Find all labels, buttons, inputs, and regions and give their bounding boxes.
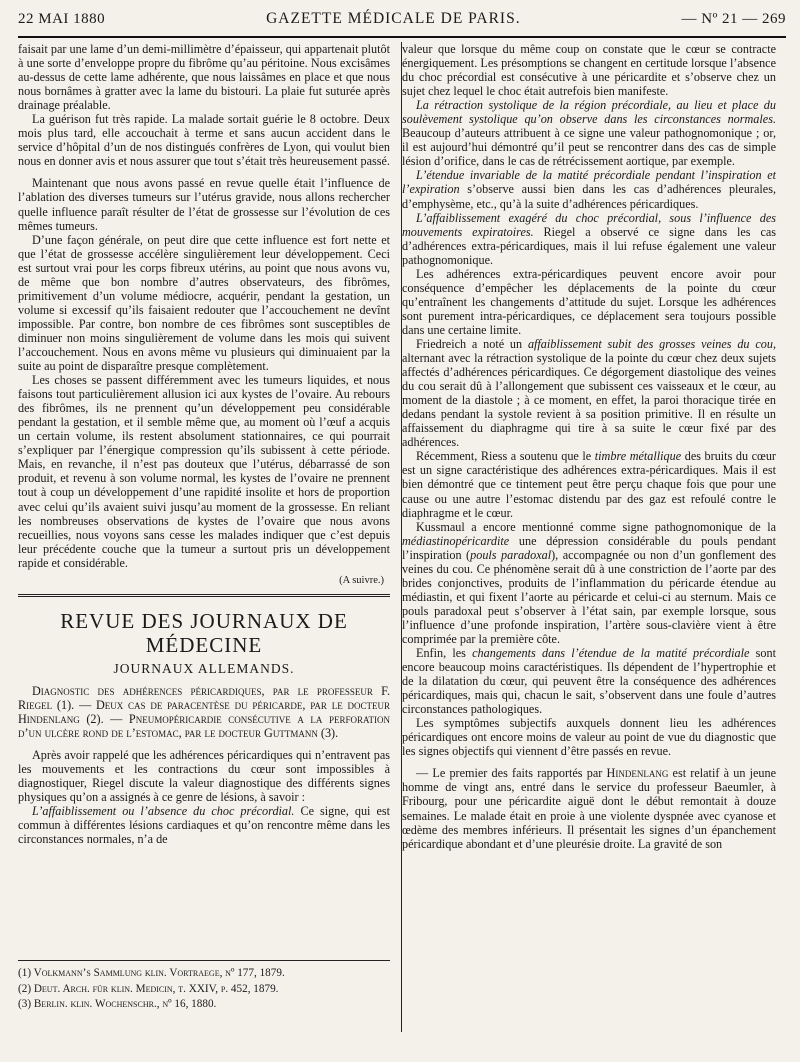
paragraph: Les symptômes subjectifs auxquels donnent lieu les adhérences péricardiques ont encore moins de valeur au point de vue du diagnostic que les signes objectifs qui viennent d’être passés en revue.	[402, 716, 776, 759]
text: Beaucoup d’auteurs attribuent à ce signe une valeur pathognomonique ; or, il est aujourd’hui démontré qu’il peut se rencontrer dans des cas de simple lésion d’orifice, dans le cas de rétrécissement aortique, par exemple.	[402, 126, 776, 169]
continued-note: (A suivre.)	[339, 574, 384, 586]
paragraph: La guérison fut très rapide. La malade sortait guérie le 8 octobre. Deux mois plus tard, elle accouchait à terme et sans aucun accident dans le service d’hôpital d’un de nos distingués confrères de Lyon, qui voulut bien nous en donner avis et nous assurer que tout s’était très heureusement passé.	[18, 112, 390, 169]
footnote: (1) Volkmann’s Sammlung klin. Vortraege, nº 177, 1879.	[18, 967, 285, 979]
paragraph: D’une façon générale, on peut dire que cette influence est fort nette et que l’état de grossesse accélère singulièrement leur développement. Ceci est surtout vrai pour les corps fibreux utérins, au point que nous avons vu, de même que bon nombre d’autres observateurs, des fibrômes, primitivement d’un volume médiocre, acquérir, pendant la gestation, un volume si excessif qu’ils faisaient redouter que l’accouchement ne devînt impossible. Par contre, bon nombre de ces fibrômes sont susceptibles de diminuer non moins singulièrement de volume dans les mois qui suivent l’accouchement. Nous en avons même vu plusieurs qui diminuaient par la suite au point de disparaître presque complètement.	[18, 232, 390, 374]
text: est relatif à un jeune homme de vingt ans, entré dans le service du professeur Baeumler, à Fribourg, pour une péricardite aiguë dont le début remontait à douze semaines. Le malade était en proie à une violente dyspnée avec cyanose et œdème des membres inférieurs. Il présentait les signes d’un épanchement péricardique abondant et d’une pleurésie droite. La gravité de son	[402, 766, 776, 851]
author-name: Hindenlang	[606, 766, 669, 781]
left-column	[18, 42, 390, 1032]
italic-text: L’affaiblissement ou l’absence du choc précordial.	[32, 804, 295, 819]
journal-title: GAZETTE MÉDICALE DE PARIS.	[266, 10, 521, 27]
paragraph	[402, 449, 776, 519]
paragraph: valeur que lorsque du même coup on constate que le cœur se contracte énergiquement. Les présomptions se changent en certitude lorsque l’absence du choc précordial est consécutive à une péricardite et s’observe chez un sujet chez lequel le choc était autrefois bien manifeste.	[402, 42, 776, 99]
text: Enfin, les	[416, 646, 473, 661]
italic-text: La rétraction systolique de la région précordiale, au lieu et place du soulèvement systolique qu’on observe dans les circonstances normales.	[402, 98, 776, 127]
footnote: (2) Deut. Arch. für klin. Medicin, t. XXIV, p. 452, 1879.	[18, 982, 279, 995]
paragraph: Après avoir rappelé que les adhérences péricardiques qui n’entravent pas les mouvements et les contractions du cœur sont impossibles à diagnostiquer, Riegel discute la valeur diagnostique des différents signes physiques qu’on a assignés à ce genre de lésions, à savoir :	[18, 748, 390, 805]
italic-text: affaiblissement subit des grosses veines du cou,	[527, 336, 776, 351]
page-header	[18, 10, 786, 32]
header-page-number: — Nº 21 — 269	[681, 11, 786, 27]
text: Riegel a observé ce signe dans les cas d’adhérences extra-péricardiques, mais il lui refuse également une valeur pathognomonique.	[402, 224, 776, 267]
paragraph	[18, 804, 390, 846]
paragraph	[402, 337, 776, 449]
article-heading: Diagnostic des adhérences péricardiques, par le professeur F. Riegel (1). — Deux cas de paracentèse du péricarde, par le docteur Hindenlang (2). — Pneumopéricardie consécutive a la perforation d’un ulcère rond de l’estomac, par le docteur Guttmann (3).	[18, 683, 390, 740]
paragraph	[402, 766, 776, 850]
text: Friedreich a noté un	[416, 336, 528, 351]
paragraph: faisait par une lame d’un demi-millimètre d’épaisseur, qui appartenait plutôt à une sorte d’enveloppe propre du fibrôme qu’au péritoine. Nous excisâmes au-dessus de cette lame adhérente, que nous laissâmes en place et que nous nous bornâmes à gratter avec la lame du bistouri. La plaie fut suturée après drainage préalable.	[18, 42, 390, 113]
text: Récemment, Riess a soutenu que le	[416, 449, 595, 464]
italic-text: pouls paradoxal	[470, 547, 552, 562]
paragraph	[402, 168, 776, 210]
footnotes	[18, 960, 390, 1014]
right-column	[402, 42, 776, 1032]
italic-text: changements dans l’étendue de la matité précordiale	[472, 646, 750, 661]
italic-text: L’affaiblissement exagéré du choc précordial, sous l’influence des mouvements expiratoires.	[402, 210, 776, 239]
text: s’observe aussi bien dans les cas d’adhérences pleurales, d’emphysème, etc., qu’à la suite d’adhérences péricardiques.	[402, 182, 776, 211]
italic-text: L’étendue invariable de la matité précordiale pendant l’inspiration et l’expiration	[402, 168, 776, 197]
text: sont encore beaucoup moins caractéristiques. Ils dépendent de l’hypertrophie et de la dilatation du cœur, qui peuvent être la conséquence des adhérences péricardiques, mais qui, chacun le sait, s’observent dans une foule d’autres circonstances pathologiques.	[402, 646, 776, 717]
paragraph	[402, 211, 776, 267]
section-title: REVUE DES JOURNAUX DE MÉDECINE	[60, 608, 348, 657]
text: une dépression considérable du pouls pendant l’inspiration (	[402, 533, 776, 562]
italic-text: timbre métallique	[594, 449, 682, 464]
text: alternant avec la rétraction systolique de la pointe du cœur chez deux sujets affectés d’adhérences péricardiques. Ce dégorgement diastolique des veines du cou serait dû à l’allongement que subissent ces vaisseaux et le cœur, au moment de la diastole ; à ce moment, en effet, la paroi thoracique tirée en dedans pendant la systole revient à sa position primitive. Il en résulte un affaissement du diaphragme qui tire à sa suite le cœur fixé par des adhérences.	[402, 351, 776, 450]
header-rule	[18, 36, 786, 38]
text: des bruits du cœur est un signe caractéristique des adhérences extra-péricardiques. Mais il est bien démontré que ce tintement peut être perçu chaque fois que pour une cause ou une autre l’estomac distendu par des gaz est refoulé contre le diaphragme et le cœur.	[402, 449, 776, 520]
footnote: (3) Berlin. klin. Wochenschr., nº 16, 1880.	[18, 998, 217, 1010]
column-divider	[401, 42, 402, 1032]
footnote-rule	[18, 960, 390, 961]
italic-text: médiastinopéricardite	[402, 533, 510, 548]
header-date: 22 MAI 1880	[18, 11, 106, 27]
section-rule	[18, 594, 390, 599]
text: Kussmaul a encore mentionné comme signe pathognomonique de la	[416, 519, 776, 534]
paragraph	[402, 646, 776, 716]
paragraph	[402, 520, 776, 646]
paragraph: Maintenant que nous avons passé en revue quelle était l’influence de l’ablation des diverses tumeurs sur l’utérus gravide, nous allons rechercher quelle influence paraît résulter de l’état de grossesse sur l’évolution de ces mêmes tumeurs.	[18, 176, 390, 233]
text: ), accompagnée ou non d’un gonflement des veines du cou. Ce phénomène serait dû à une constriction de l’aorte par des brides conjonctives, produits de l’inflammation du péricarde étendue au médiastin, et qui fixent l’aorte au péricarde et celui-ci au sternum. Mais ce pouls paradoxal peut s’observer à l’état sain, par exemple lorsque, sous l’influence d’une profonde inspiration, l’artère sous-clavière vient à être comprimée par la première côte.	[402, 547, 776, 646]
section-subtitle: JOURNAUX ALLEMANDS.	[113, 660, 295, 676]
paragraph: Les choses se passent différemment avec les tumeurs liquides, et nous faisons tout particulièrement allusion ici aux kystes de l’ovaire. Au rebours des fibrômes, ils ne prennent qu’un développement peu considérable pendant la gestation, et il semble même que, au moment où l’œuf a acquis un certain volume, ils restent absolument stationnaires, ce qui pourrait s’expliquer par l’énergique compression qu’ils subissent à cette période. Mais, en revanche, il n’est pas douteux que l’utérus, débarrassé de son produit, et revenu à son volume normal, les kystes de l’ovaire ne prennent tout à coup un développement d’une rapidité insolite et hors de proportion avec celui qu’ils avaient suivi jusqu’au moment de la grossesse. En reliant les nombreuses observations de kystes de l’ovaire que nous avons recueillies, nous voyons sans cesse les malades indiquer que c’est depuis leur précédente couche que la tumeur a surtout pris un développement rapide et considérable.	[18, 373, 390, 570]
paragraph: Les adhérences extra-péricardiques peuvent encore avoir pour conséquence d’empêcher les déplacements de la pointe du cœur qu’entraînent les changements d’attitude du sujet. Lorsque les adhérences sont purement intra-péricardiques, ce déplacement sera toujours possible dans une certaine limite.	[402, 266, 776, 337]
columns	[18, 42, 786, 1032]
paragraph	[402, 98, 776, 168]
text: Ce signe, qui est commun à différentes lésions cardiaques et qu’on rencontre même dans les circonstances normales, n’a de	[18, 804, 390, 847]
text: — Le premier des faits rapportés par	[416, 766, 607, 781]
